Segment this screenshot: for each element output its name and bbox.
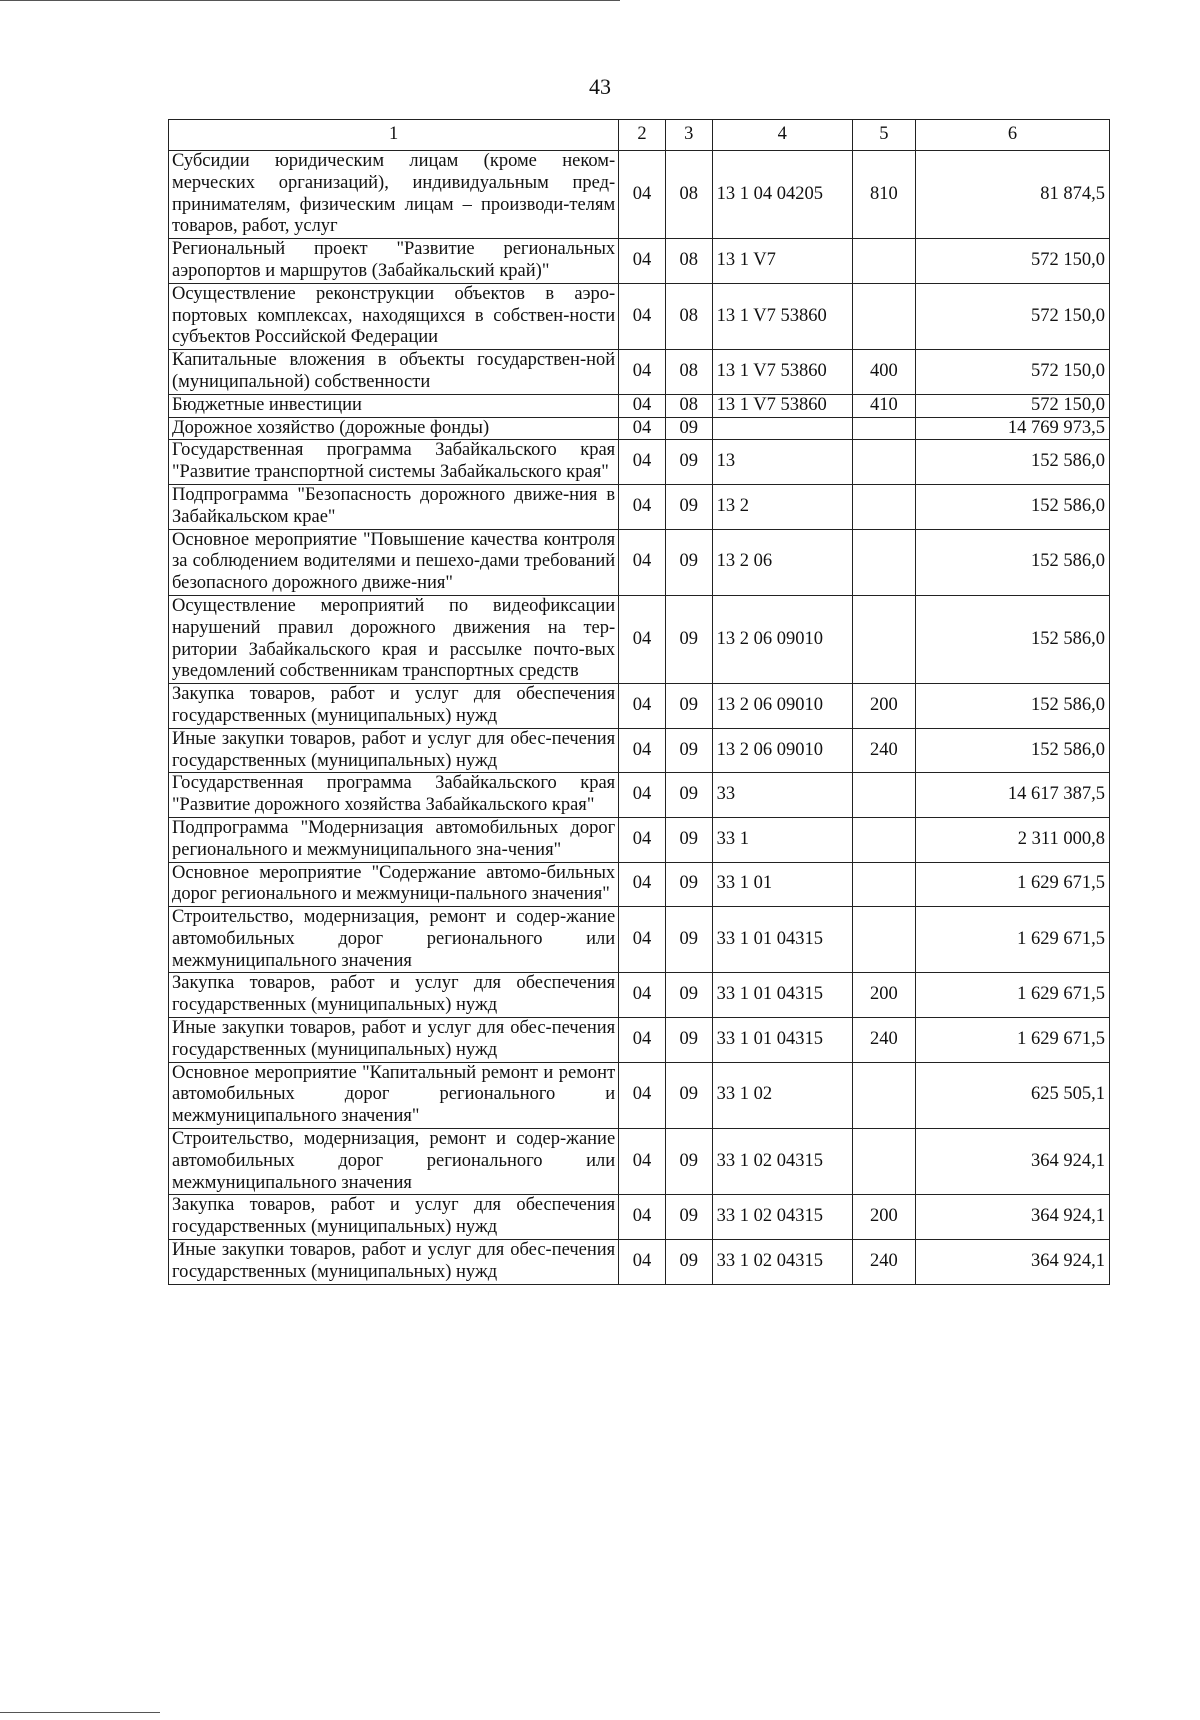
row-amount: 152 586,0 (915, 484, 1109, 529)
row-subsection: 09 (665, 907, 712, 973)
table-row (169, 728, 1110, 773)
table-row (169, 684, 1110, 729)
row-target-code: 33 1 01 (712, 862, 852, 907)
row-subsection: 08 (665, 239, 712, 284)
table-row (169, 417, 1110, 440)
row-expense-type (852, 440, 915, 485)
row-expense-type: 240 (852, 1240, 915, 1285)
header-row (169, 120, 1110, 151)
row-target-code: 33 1 02 04315 (712, 1240, 852, 1285)
row-subsection: 09 (665, 1062, 712, 1128)
row-expense-type: 240 (852, 728, 915, 773)
row-amount: 572 150,0 (915, 239, 1109, 284)
row-subsection: 09 (665, 728, 712, 773)
row-subsection: 09 (665, 973, 712, 1018)
row-target-code (712, 417, 852, 440)
row-amount: 14 617 387,5 (915, 773, 1109, 818)
row-name: Государственная программа Забайкальского края "Развитие транспортной системы Забайкальского края" (169, 440, 619, 485)
row-target-code: 13 2 06 09010 (712, 595, 852, 683)
row-section: 04 (619, 907, 666, 973)
row-subsection: 08 (665, 350, 712, 395)
row-subsection: 09 (665, 1018, 712, 1063)
row-expense-type: 200 (852, 684, 915, 729)
table-row (169, 151, 1110, 239)
row-subsection: 08 (665, 151, 712, 239)
row-name: Основное мероприятие "Повышение качества контроля за соблюдением водителями и пешехо-дами требований безопасного дорожного движе-ния" (169, 529, 619, 595)
row-amount: 2 311 000,8 (915, 817, 1109, 862)
row-section: 04 (619, 394, 666, 417)
header-cell-1: 1 (169, 120, 619, 151)
table-row (169, 907, 1110, 973)
table-row (169, 862, 1110, 907)
table-row (169, 1062, 1110, 1128)
row-target-code: 13 2 06 09010 (712, 684, 852, 729)
row-target-code: 13 2 06 (712, 529, 852, 595)
row-expense-type: 400 (852, 350, 915, 395)
row-amount: 364 924,1 (915, 1129, 1109, 1195)
table-row (169, 817, 1110, 862)
row-name: Иные закупки товаров, работ и услуг для обес-печения государственных (муниципальных) нужд (169, 1018, 619, 1063)
row-subsection: 09 (665, 817, 712, 862)
row-target-code: 13 (712, 440, 852, 485)
page-number: 43 (589, 74, 611, 99)
header-cell-3: 3 (665, 120, 712, 151)
row-name: Капитальные вложения в объекты государствен-ной (муниципальной) собственности (169, 350, 619, 395)
table-row (169, 350, 1110, 395)
row-expense-type: 200 (852, 973, 915, 1018)
header-cell-2: 2 (619, 120, 666, 151)
row-name: Строительство, модернизация, ремонт и содер-жание автомобильных дорог регионального или межмуниципального значения (169, 907, 619, 973)
row-expense-type (852, 862, 915, 907)
row-section: 04 (619, 440, 666, 485)
row-section: 04 (619, 350, 666, 395)
row-section: 04 (619, 1195, 666, 1240)
row-subsection: 09 (665, 440, 712, 485)
row-target-code: 33 1 01 04315 (712, 907, 852, 973)
row-section: 04 (619, 1240, 666, 1285)
row-name: Дорожное хозяйство (дорожные фонды) (169, 417, 619, 440)
row-target-code: 13 1 V7 53860 (712, 394, 852, 417)
row-section: 04 (619, 151, 666, 239)
row-section: 04 (619, 239, 666, 284)
table-row (169, 283, 1110, 349)
row-section: 04 (619, 728, 666, 773)
row-expense-type (852, 817, 915, 862)
row-amount: 572 150,0 (915, 394, 1109, 417)
row-amount: 152 586,0 (915, 595, 1109, 683)
row-expense-type: 240 (852, 1018, 915, 1063)
table-row (169, 595, 1110, 683)
row-name: Бюджетные инвестиции (169, 394, 619, 417)
row-section: 04 (619, 684, 666, 729)
row-expense-type (852, 417, 915, 440)
row-subsection: 08 (665, 283, 712, 349)
row-target-code: 33 1 02 04315 (712, 1195, 852, 1240)
row-target-code: 33 1 02 (712, 1062, 852, 1128)
scan-edge-bottom (0, 1712, 160, 1713)
row-name: Основное мероприятие "Содержание автомо-бильных дорог регионального и межмуници-пального значения" (169, 862, 619, 907)
row-section: 04 (619, 529, 666, 595)
row-amount: 364 924,1 (915, 1195, 1109, 1240)
row-target-code: 33 (712, 773, 852, 818)
scan-edge-top (0, 0, 620, 1)
table-row (169, 773, 1110, 818)
row-amount: 1 629 671,5 (915, 862, 1109, 907)
row-name: Закупка товаров, работ и услуг для обеспечения государственных (муниципальных) нужд (169, 973, 619, 1018)
row-subsection: 08 (665, 394, 712, 417)
row-name: Иные закупки товаров, работ и услуг для обес-печения государственных (муниципальных) нужд (169, 1240, 619, 1285)
row-expense-type: 200 (852, 1195, 915, 1240)
row-amount: 152 586,0 (915, 684, 1109, 729)
row-section: 04 (619, 1062, 666, 1128)
header-cell-5: 5 (852, 120, 915, 151)
table-row (169, 1240, 1110, 1285)
row-target-code: 33 1 01 04315 (712, 1018, 852, 1063)
row-name: Основное мероприятие "Капитальный ремонт и ремонт автомобильных дорог регионального и межмуниципального значения" (169, 1062, 619, 1128)
row-target-code: 13 1 04 04205 (712, 151, 852, 239)
row-section: 04 (619, 1129, 666, 1195)
table-row (169, 394, 1110, 417)
row-subsection: 09 (665, 529, 712, 595)
row-section: 04 (619, 973, 666, 1018)
row-name: Государственная программа Забайкальского края "Развитие дорожного хозяйства Забайкальского края" (169, 773, 619, 818)
row-subsection: 09 (665, 684, 712, 729)
row-amount: 1 629 671,5 (915, 1018, 1109, 1063)
row-target-code: 13 1 V7 53860 (712, 350, 852, 395)
row-subsection: 09 (665, 1129, 712, 1195)
row-target-code: 13 1 V7 53860 (712, 283, 852, 349)
row-expense-type (852, 773, 915, 818)
row-target-code: 13 1 V7 (712, 239, 852, 284)
row-subsection: 09 (665, 1195, 712, 1240)
row-expense-type (852, 1129, 915, 1195)
row-target-code: 33 1 02 04315 (712, 1129, 852, 1195)
row-amount: 625 505,1 (915, 1062, 1109, 1128)
row-name: Осуществление мероприятий по видеофиксации нарушений правил дорожного движения на тер-ритории Забайкальского края и рассылке почто-вых уведомлений собственникам транспортных средств (169, 595, 619, 683)
row-expense-type (852, 239, 915, 284)
row-amount: 152 586,0 (915, 440, 1109, 485)
row-section: 04 (619, 283, 666, 349)
row-expense-type (852, 283, 915, 349)
table-row (169, 239, 1110, 284)
table-row (169, 1018, 1110, 1063)
table-row (169, 529, 1110, 595)
row-name: Субсидии юридическим лицам (кроме неком-мерческих организаций), индивидуальным пред-принимателям, физическим лицам – производи-телям товаров, работ, услуг (169, 151, 619, 239)
row-amount: 152 586,0 (915, 529, 1109, 595)
row-section: 04 (619, 773, 666, 818)
row-name: Региональный проект "Развитие региональных аэропортов и маршрутов (Забайкальский край)" (169, 239, 619, 284)
table-row (169, 973, 1110, 1018)
row-name: Иные закупки товаров, работ и услуг для обес-печения государственных (муниципальных) нужд (169, 728, 619, 773)
row-expense-type: 410 (852, 394, 915, 417)
row-name: Осуществление реконструкции объектов в аэро-портовых комплексах, находящихся в собствен-ности субъектов Российской Федерации (169, 283, 619, 349)
row-amount: 14 769 973,5 (915, 417, 1109, 440)
table-row (169, 1129, 1110, 1195)
row-target-code: 33 1 (712, 817, 852, 862)
row-section: 04 (619, 484, 666, 529)
row-target-code: 33 1 01 04315 (712, 973, 852, 1018)
row-expense-type (852, 1062, 915, 1128)
row-name: Подпрограмма "Безопасность дорожного движе-ния в Забайкальском крае" (169, 484, 619, 529)
row-amount: 1 629 671,5 (915, 907, 1109, 973)
row-amount: 1 629 671,5 (915, 973, 1109, 1018)
row-name: Подпрограмма "Модернизация автомобильных дорог регионального и межмуниципального зна-чения" (169, 817, 619, 862)
row-amount: 81 874,5 (915, 151, 1109, 239)
row-expense-type (852, 595, 915, 683)
row-name: Закупка товаров, работ и услуг для обеспечения государственных (муниципальных) нужд (169, 684, 619, 729)
row-section: 04 (619, 1018, 666, 1063)
row-subsection: 09 (665, 773, 712, 818)
header-cell-6: 6 (915, 120, 1109, 151)
row-section: 04 (619, 417, 666, 440)
row-subsection: 09 (665, 417, 712, 440)
row-expense-type (852, 484, 915, 529)
row-target-code: 13 2 (712, 484, 852, 529)
table-row (169, 1195, 1110, 1240)
table-row (169, 484, 1110, 529)
row-subsection: 09 (665, 484, 712, 529)
header-cell-4: 4 (712, 120, 852, 151)
budget-table (168, 119, 1110, 1285)
row-amount: 364 924,1 (915, 1240, 1109, 1285)
row-subsection: 09 (665, 595, 712, 683)
row-section: 04 (619, 595, 666, 683)
row-expense-type (852, 529, 915, 595)
row-name: Строительство, модернизация, ремонт и содер-жание автомобильных дорог регионального или межмуниципального значения (169, 1129, 619, 1195)
row-expense-type (852, 907, 915, 973)
row-section: 04 (619, 817, 666, 862)
row-subsection: 09 (665, 862, 712, 907)
row-name: Закупка товаров, работ и услуг для обеспечения государственных (муниципальных) нужд (169, 1195, 619, 1240)
row-amount: 152 586,0 (915, 728, 1109, 773)
table-row (169, 440, 1110, 485)
row-amount: 572 150,0 (915, 350, 1109, 395)
row-section: 04 (619, 862, 666, 907)
row-target-code: 13 2 06 09010 (712, 728, 852, 773)
row-expense-type: 810 (852, 151, 915, 239)
row-subsection: 09 (665, 1240, 712, 1285)
row-amount: 572 150,0 (915, 283, 1109, 349)
